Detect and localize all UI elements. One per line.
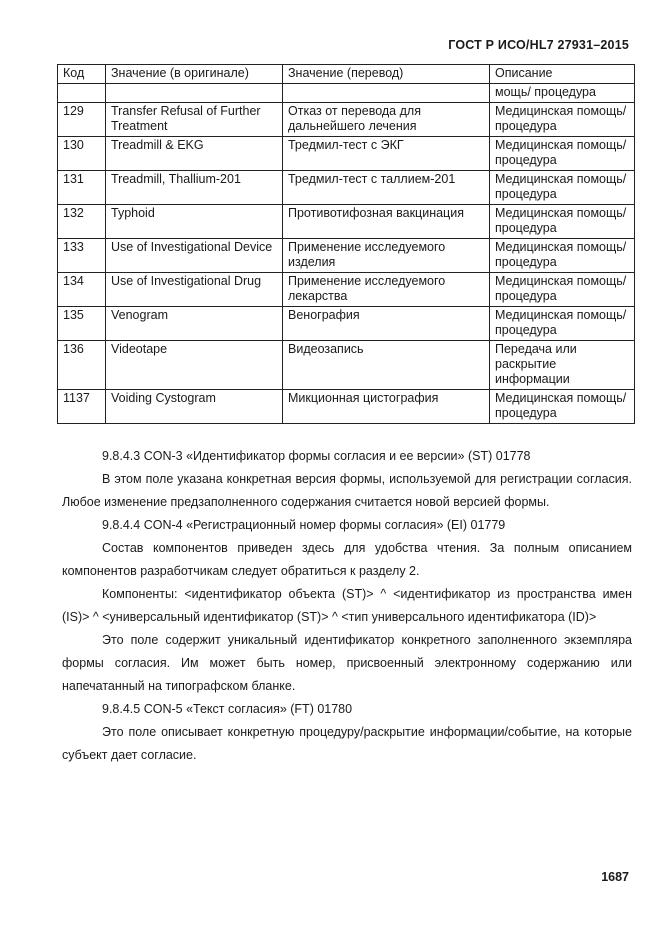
table-row [58,239,635,273]
table-cell-code: 1137 [58,390,106,424]
table-cell-translation: Микционная цистография [283,390,490,424]
table-cell-original: Videotape [106,341,283,390]
table-cell-description: Медицинская помощь/ процедура [490,205,635,239]
table-cell-code: 129 [58,103,106,137]
table-cell-description: Медицинская помощь/ процедура [490,137,635,171]
paragraph-con4-components: Компоненты: <идентификатор объекта (ST)> ^ <идентификатор из пространства имен (IS)> ^ <универсальный идентификатор (ST)> ^ <тип универсального идентификатора (ID)> [62,587,632,624]
table-cell-original: Transfer Refusal of Further Treatment [106,103,283,137]
section-heading-con4: 9.8.4.4 CON-4 «Регистрационный номер формы согласия» (EI) 01779 [102,518,506,532]
table-row [58,307,635,341]
table-cell-description: мощь/ процедура [490,84,635,103]
table-cell-code: 131 [58,171,106,205]
table-cell-original: Venogram [106,307,283,341]
table-cell-description: Медицинская помощь/ процедура [490,239,635,273]
table-cell-original: Typhoid [106,205,283,239]
table-cell-code: 136 [58,341,106,390]
table-cell-code: 135 [58,307,106,341]
paragraph-con5: Это поле описывает конкретную процедуру/раскрытие информации/событие, на которые субъект дает согласие. [62,725,632,762]
table-cell-original: Use of Investigational Drug [106,273,283,307]
table-row [58,171,635,205]
paragraph-con4-description: Это поле содержит уникальный идентификатор конкретного заполненного экземпляра формы согласия. Им может быть номер, присвоенный электронному содержанию или напечатанный на типографском бланке. [62,633,632,693]
table-cell-translation: Видеозапись [283,341,490,390]
column-header-translation: Значение (перевод) [283,65,490,84]
table-row-continuation [58,84,635,103]
table-cell-original [106,84,283,103]
document-header: ГОСТ Р ИСО/HL7 27931–2015 [448,38,629,52]
table-cell-translation: Венография [283,307,490,341]
body-text [62,445,632,767]
table-cell-translation: Тредмил-тест с таллием-201 [283,171,490,205]
table-cell-translation: Отказ от перевода для дальнейшего лечения [283,103,490,137]
table-cell-description: Медицинская помощь/ процедура [490,273,635,307]
table-cell-translation [283,84,490,103]
table-cell-translation: Противотифозная вакцинация [283,205,490,239]
table-row [58,205,635,239]
table-cell-translation: Тредмил-тест с ЭКГ [283,137,490,171]
table-cell-code: 134 [58,273,106,307]
table-cell-original: Voiding Cystogram [106,390,283,424]
table-cell-description: Медицинская помощь/ процедура [490,171,635,205]
table-cell-description: Медицинская помощь/ процедура [490,390,635,424]
table-row [58,273,635,307]
table-cell-code: 130 [58,137,106,171]
table-cell-original: Use of Investigational Device [106,239,283,273]
table-cell-translation: Применение исследуемого лекарства [283,273,490,307]
column-header-original: Значение (в оригинале) [106,65,283,84]
table-cell-code: 133 [58,239,106,273]
table-cell-translation: Применение исследуемого изделия [283,239,490,273]
table-cell-description: Медицинская помощь/ процедура [490,307,635,341]
table-header-row [58,65,635,84]
table-row [58,103,635,137]
table-cell-code: 132 [58,205,106,239]
table-row [58,137,635,171]
column-header-description: Описание [490,65,635,84]
table-row [58,390,635,424]
table-cell-original: Treadmill & EKG [106,137,283,171]
table-cell-description: Медицинская помощь/ процедура [490,103,635,137]
paragraph-con4-intro: Состав компонентов приведен здесь для удобства чтения. За полным описанием компонентов разработчикам следует обратиться к разделу 2. [62,541,632,578]
table-cell-code [58,84,106,103]
codes-table [57,64,635,424]
column-header-code: Код [58,65,106,84]
paragraph-con3: В этом поле указана конкретная версия формы, используемой для регистрации согласия. Любое изменение предзаполненного содержания считается новой версией формы. [62,472,632,509]
table-cell-original: Treadmill, Thallium-201 [106,171,283,205]
page-number: 1687 [601,870,629,884]
section-heading-con5: 9.8.4.5 CON-5 «Текст согласия» (FT) 01780 [102,702,353,716]
table-cell-description: Передача или раскрытие информации [490,341,635,390]
section-heading-con3: 9.8.4.3 CON-3 «Идентификатор формы согласия и ее версии» (ST) 01778 [102,449,531,463]
table-row [58,341,635,390]
